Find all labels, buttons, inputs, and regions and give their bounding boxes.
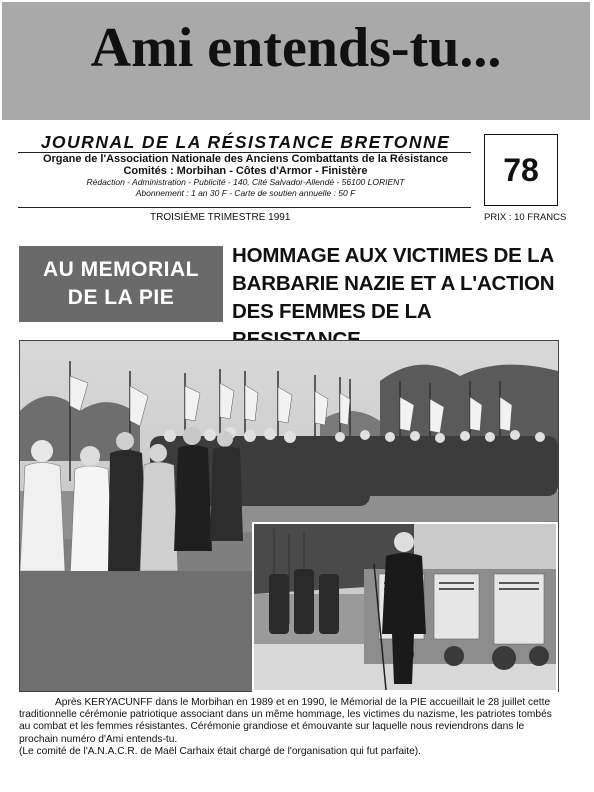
banner-line-2: DE LA PIE — [67, 286, 175, 309]
section-banner — [19, 246, 223, 322]
headline-line-2: BARBARIE NAZIE ET A L'ACTION — [232, 272, 555, 295]
issue-number: 78 — [503, 151, 539, 188]
price-label: PRIX : 10 FRANCS — [484, 212, 567, 223]
committees-line: Comités : Morbihan - Côtes d'Armor - Finistère — [123, 165, 368, 177]
organisation-line: Organe de l'Association Nationale des Anciens Combattants de la Résistance — [42, 153, 449, 165]
header-block — [18, 132, 473, 199]
caption-paragraph: Après KERYACUNFF dans le Morbihan en 1989 et en 1990, le Mémorial de la PIE accueillait le 28 juillet cette traditionnelle cérémonie patriotique associant dans un même hommage, les victimes du nazisme, les patriotes tombés au combat et les femmes résistantes. Cérémonie grandiose et émouvante sur laquelle nous reviendrons dans le prochain numéro d'Ami entends-tu. — [19, 697, 552, 745]
headline-line-3: DES FEMMES DE LA — [232, 300, 431, 323]
masthead — [2, 2, 590, 120]
subscription-line: Abonnement : 1 an 30 F - Carte de soutien annuelle : 50 F — [135, 188, 356, 198]
speaker-photo-illustration — [254, 524, 556, 690]
publication-quarter: TROISIÈME TRIMESTRE 1991 — [150, 212, 291, 223]
headline-line-1: HOMMAGE AUX VICTIMES DE LA — [232, 244, 555, 267]
issue-number-box — [484, 134, 558, 206]
journal-subtitle: JOURNAL DE LA RÉSISTANCE BRETONNE — [40, 132, 451, 152]
header-rule-bottom — [18, 207, 471, 208]
header-rule-top — [18, 152, 471, 153]
article-headline — [232, 242, 562, 354]
speaker-inset-photo — [252, 522, 558, 692]
photo-caption — [19, 697, 557, 758]
banner-line-1: AU MEMORIAL — [43, 258, 199, 281]
newspaper-title: Ami entends-tu... — [90, 17, 502, 79]
address-line: Rédaction - Administration - Publicité - 140, Cité Salvador-Allendé - 56100 LORIENT — [86, 177, 405, 187]
caption-note: (Le comité de l'A.N.A.C.R. de Maël Carhaix était chargé de l'organisation qui fut parfaite). — [19, 745, 421, 757]
